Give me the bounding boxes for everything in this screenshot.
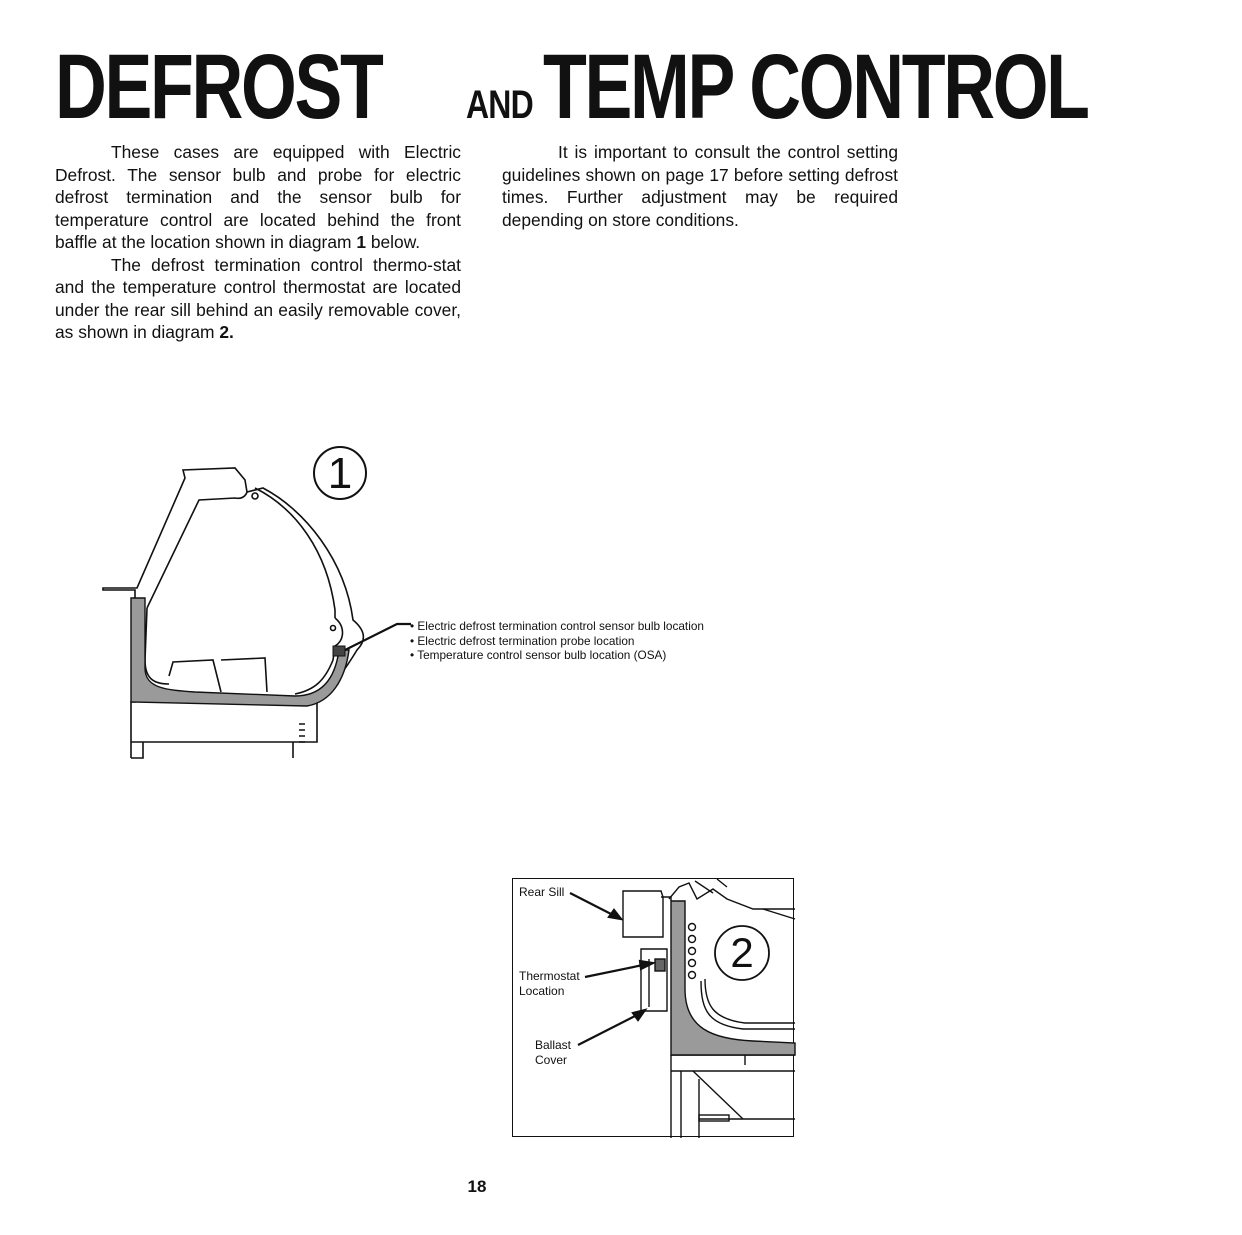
right-paragraph-1: It is important to consult the control setting guidelines shown on page 17 before setting defrost times. Further adjustment may be required depending on store conditions.: [502, 142, 898, 230]
label-ballast-line2: Cover: [535, 1053, 568, 1067]
left-p1-text: These cases are equipped with Electric Defrost. The sensor bulb and probe for electric defrost termination and the sensor bulb for temperature control are located behind the front baffle at the location shown in diagram: [55, 142, 461, 252]
diagram-2-frame: [512, 878, 794, 1137]
diagram-2-detail: [513, 879, 795, 1138]
label-thermostat-line2: Location: [519, 984, 565, 998]
left-p2-ref: 2: [219, 322, 229, 342]
left-text-column: [55, 141, 461, 344]
diagram-2-number: 2: [730, 929, 754, 976]
left-p2-tail: .: [229, 322, 234, 342]
page-number: 18: [467, 1177, 487, 1196]
left-paragraph-2: [55, 254, 461, 344]
left-paragraph-1: [55, 141, 461, 254]
label-ballast-cover: [535, 1038, 571, 1068]
callout-temp-sensor-bulb: • Temperature control sensor bulb location (OSA): [410, 648, 667, 662]
callout-defrost-sensor-bulb: • Electric defrost termination control sensor bulb location: [410, 619, 704, 633]
page-title: [55, 36, 1088, 138]
sensor-location-marker: [333, 646, 345, 656]
title-temp-control: TEMP CONTROL: [543, 36, 1088, 138]
diagram-1-callouts: [410, 619, 704, 663]
diagram-1-case-cross-section: [95, 440, 425, 770]
diagram-1-number: 1: [327, 449, 353, 498]
title-and: AND: [465, 83, 533, 127]
right-text-column: [502, 141, 898, 231]
left-p1-tail: below.: [365, 232, 421, 252]
insulation-shaded-area: [131, 598, 349, 706]
left-p1-ref: 1: [356, 232, 366, 252]
label-rear-sill: Rear Sill: [519, 885, 565, 899]
label-ballast-line1: Ballast: [535, 1038, 572, 1052]
callout-defrost-probe: • Electric defrost termination probe location: [410, 633, 635, 648]
label-thermostat-location: [519, 969, 580, 999]
label-thermostat-line1: Thermostat: [519, 969, 580, 983]
left-p2-text: The defrost termination control thermo-stat and the temperature control thermostat are located under the rear sill behind an easily removable cover, as shown in diagram: [55, 254, 461, 342]
title-defrost: DEFROST: [55, 36, 382, 138]
